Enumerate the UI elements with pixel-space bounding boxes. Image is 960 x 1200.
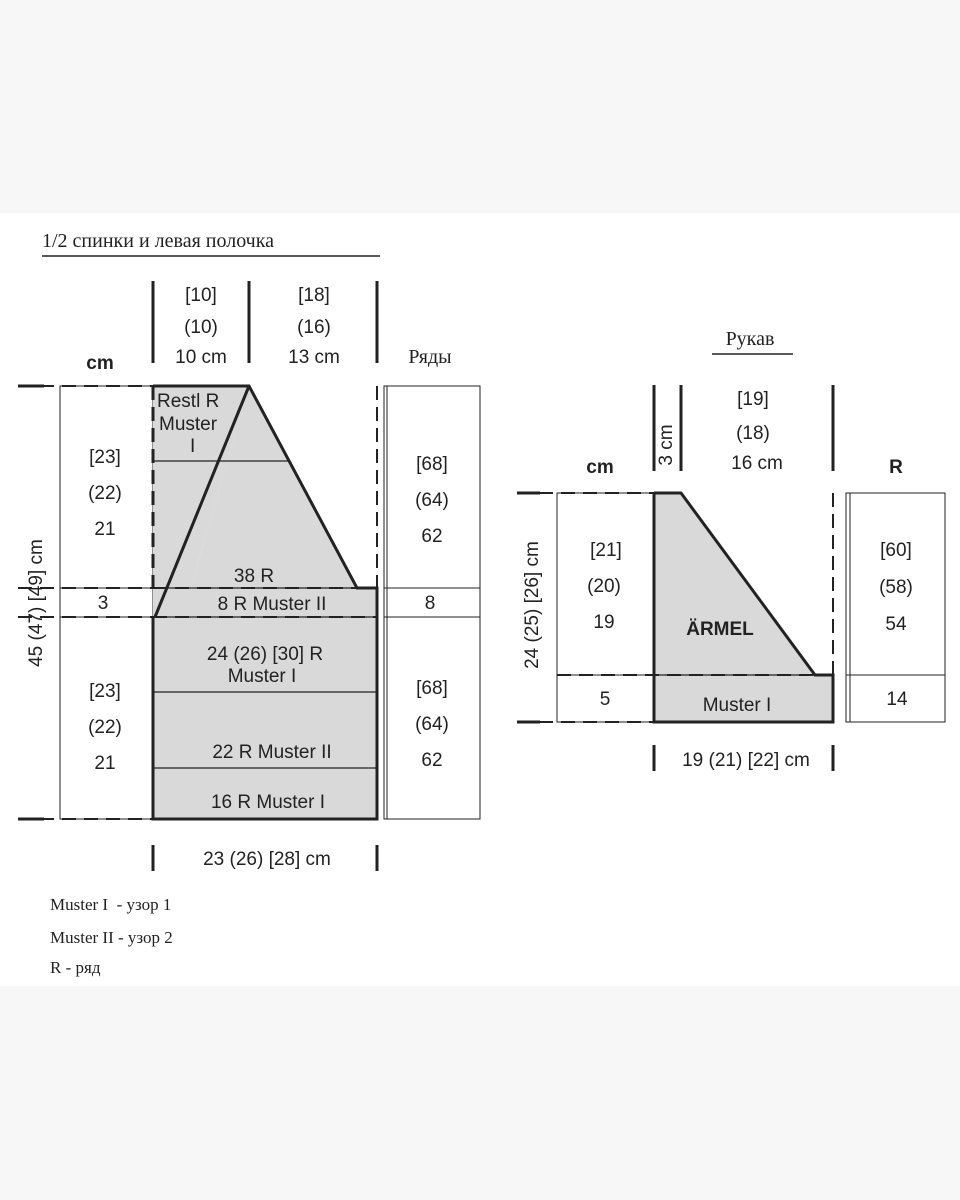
legend-item: Muster II - узор 2 (50, 928, 173, 947)
restl-label-1: Restl R (157, 391, 220, 412)
lower-rows-3: 62 (421, 750, 443, 771)
lower-rows-1: [68] (416, 678, 448, 699)
mid-cm: 3 (97, 593, 109, 614)
sleeve-top-1: [19] (737, 389, 769, 410)
top-col2-line2: (16) (297, 317, 331, 338)
cm-label: cm (86, 353, 114, 374)
sleeve-upper-rows-3: 54 (885, 614, 907, 635)
sleeve-rows-box (846, 493, 945, 722)
total-height-label: 45 (47) [49] cm (26, 539, 47, 667)
top-col1-line2: (10) (184, 317, 218, 338)
lower-rows-2: (64) (415, 714, 449, 735)
sleeve-top-small: 3 cm (656, 424, 677, 466)
mid-rows: 8 (424, 593, 436, 614)
restl-label-3: I (190, 436, 196, 457)
sleeve-width-label: 19 (21) [22] cm (682, 750, 810, 771)
back-front-title: 1/2 спинки и левая полочка (42, 230, 275, 252)
sleeve-title: Рукав (725, 328, 775, 350)
sleeve-cm-label: cm (586, 457, 614, 478)
lower-cm-3: 21 (94, 753, 116, 774)
width-label: 23 (26) [28] cm (203, 849, 331, 870)
top-col2-line1: [18] (298, 285, 330, 306)
sleeve-fill (654, 493, 833, 722)
lower-cm-1: [23] (89, 681, 121, 702)
sleeve-top-2: (18) (736, 423, 770, 444)
sleeve-upper-rows-2: (58) (879, 577, 913, 598)
top-col1-line1: [10] (185, 285, 217, 306)
top-col2-line3: 13 cm (288, 347, 340, 368)
r8-label: 8 R Muster II (217, 594, 327, 615)
rows-label: Ряды (408, 346, 452, 368)
legend-item: R - ряд (50, 958, 101, 977)
upper-cm-1: [23] (89, 447, 121, 468)
sleeve-r-label: R (889, 457, 903, 478)
upper-rows-3: 62 (421, 526, 443, 547)
upper-rows-2: (64) (415, 490, 449, 511)
legend-item: Muster I - узор 1 (50, 895, 172, 914)
sleeve-cm-box (557, 493, 654, 722)
sleeve-upper-cm-1: [21] (590, 540, 622, 561)
sleeve-lower-rows: 14 (886, 689, 908, 710)
r38-label: 38 R (233, 566, 275, 587)
pattern-canvas (0, 213, 960, 986)
sleeve-lower-cm: 5 (599, 689, 611, 710)
upper-cm-2: (22) (88, 483, 122, 504)
sleeve-height-label: 24 (25) [26] cm (522, 541, 543, 669)
lower-cm-2: (22) (88, 717, 122, 738)
sleeve-upper-cm-3: 19 (593, 612, 615, 633)
top-col1-line3: 10 cm (175, 347, 227, 368)
sleeve-top-3: 16 cm (731, 453, 783, 474)
upper-cm-3: 21 (94, 519, 116, 540)
r24-label-2: Muster I (227, 666, 297, 687)
sleeve-upper-rows-1: [60] (880, 540, 912, 561)
sleeve-name: ÄRMEL (686, 619, 754, 640)
restl-label-2: Muster (159, 414, 218, 435)
r22-label: 22 R Muster II (212, 742, 332, 763)
r16-label: 16 R Muster I (210, 792, 326, 813)
sleeve-muster: Muster I (702, 695, 772, 716)
upper-rows-1: [68] (416, 454, 448, 475)
r24-label-1: 24 (26) [30] R (206, 644, 324, 665)
knitting-schematic (0, 213, 960, 986)
sleeve-upper-cm-2: (20) (587, 576, 621, 597)
